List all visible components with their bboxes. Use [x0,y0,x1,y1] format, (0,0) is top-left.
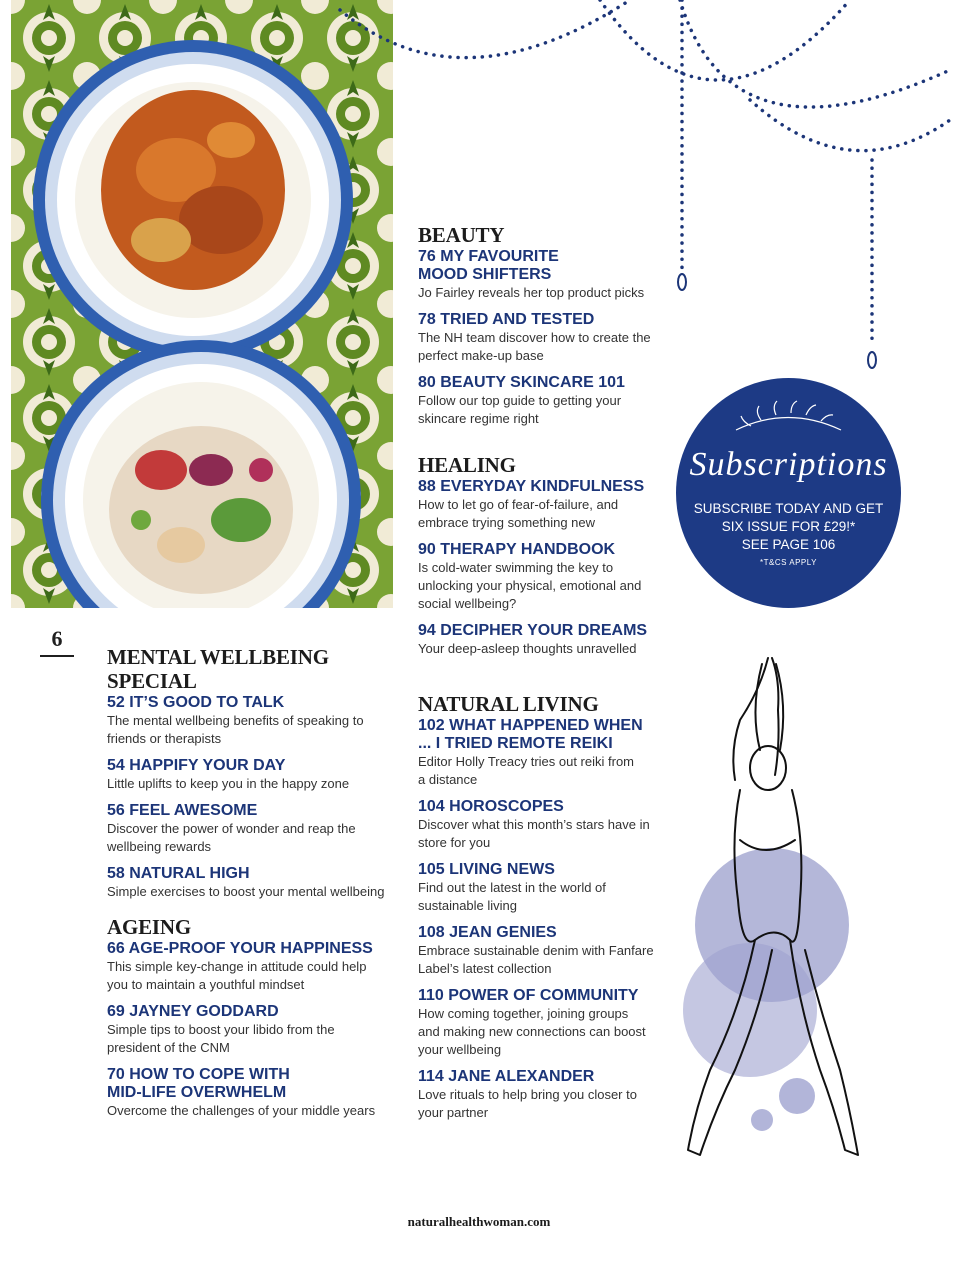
leaf-sprig-icon [731,400,846,440]
section-beauty [418,223,678,437]
entry-title: 66 AGE-PROOF YOUR HAPPINESS [107,940,373,957]
page-number: 6 [40,626,74,657]
entry-title: 69 JAYNEY GODDARD [107,1003,279,1020]
subscription-offer: SUBSCRIBE TODAY AND GET SIX ISSUE FOR £29!* SEE PAGE 106 [693,501,884,552]
entry-title: 110 POWER OF COMMUNITY [418,987,639,1004]
toc-entry[interactable] [418,478,678,532]
subscription-badge[interactable] [676,378,901,608]
toc-entry[interactable] [418,798,678,852]
subscription-terms: *T&CS APPLY [760,558,817,567]
toc-entry[interactable] [418,924,678,978]
toc-entry[interactable] [418,717,678,789]
swimmer-illustration [680,650,880,1170]
section-title: HEALING [418,453,516,477]
section-ageing [107,915,397,1129]
entry-desc: Simple tips to boost your libido from the president of the CNM [107,1022,335,1055]
entry-title: 58 NATURAL HIGH [107,865,250,882]
toc-entry[interactable] [107,757,397,793]
entry-desc: Your deep-asleep thoughts unravelled [418,641,637,656]
entry-desc: Discover the power of wonder and reap the wellbeing rewards [107,821,356,854]
entry-title: 54 HAPPIFY YOUR DAY [107,757,286,774]
entry-title: 70 HOW TO COPE WITH MID-LIFE OVERWHELM [107,1066,290,1101]
entry-desc: The NH team discover how to create the perfect make-up base [418,330,651,363]
entry-title: 52 IT’S GOOD TO TALK [107,694,285,711]
entry-desc: Love rituals to help bring you closer to your partner [418,1087,637,1120]
entry-title: 76 MY FAVOURITE MOOD SHIFTERS [418,248,559,283]
section-title: BEAUTY [418,223,505,247]
entry-title: 88 EVERYDAY KINDFULNESS [418,478,645,495]
toc-entry[interactable] [107,1003,397,1057]
section-title: NATURAL LIVING [418,692,599,716]
entry-title: 114 JANE ALEXANDER [418,1068,595,1085]
section-natural-living [418,692,678,1131]
entry-desc: Find out the latest in the world of sustainable living [418,880,606,913]
entry-desc: Follow our top guide to getting your skincare regime right [418,393,622,426]
toc-entry[interactable] [107,694,397,748]
toc-entry[interactable] [418,248,678,302]
footer-website: naturalhealthwoman.com [407,1214,551,1229]
toc-entry[interactable] [418,1068,678,1122]
toc-entry[interactable] [418,374,678,428]
section-title: MENTAL WELLBEING SPECIAL [107,645,329,693]
entry-title: 56 FEEL AWESOME [107,802,258,819]
entry-desc: This simple key-change in attitude could help you to maintain a youthful mindset [107,959,367,992]
entry-desc: How coming together, joining groups and making new connections can boost your wellbeing [418,1006,646,1057]
section-healing [418,453,678,667]
toc-entry[interactable] [418,987,678,1059]
entry-title: 108 JEAN GENIES [418,924,557,941]
toc-entry[interactable] [418,622,678,658]
toc-entry[interactable] [107,865,397,901]
entry-desc: Editor Holly Treacy tries out reiki from a distance [418,754,635,787]
toc-entry[interactable] [418,311,678,365]
entry-desc: Jo Fairley reveals her top product picks [418,285,645,300]
toc-entry[interactable] [418,861,678,915]
entry-desc: Simple exercises to boost your mental wellbeing [107,884,385,899]
entry-title: 80 BEAUTY SKINCARE 101 [418,374,625,391]
toc-entry[interactable] [107,940,397,994]
toc-entry[interactable] [418,541,678,613]
section-title: AGEING [107,915,191,939]
section-mental-wellbeing [107,645,397,910]
entry-title: 105 LIVING NEWS [418,861,555,878]
entry-title: 94 DECIPHER YOUR DREAMS [418,622,648,639]
entry-desc: How to let go of fear-of-failure, and embrace trying something new [418,497,619,530]
toc-entry[interactable] [107,1066,397,1120]
entry-desc: Little uplifts to keep you in the happy zone [107,776,350,791]
entry-title: 90 THERAPY HANDBOOK [418,541,616,558]
subscription-title: Subscriptions [689,446,888,483]
toc-entry[interactable] [107,802,397,856]
entry-title: 102 WHAT HAPPENED WHEN ... I TRIED REMOTE REIKI [418,717,643,752]
entry-title: 78 TRIED AND TESTED [418,311,595,328]
entry-desc: The mental wellbeing benefits of speaking to friends or therapists [107,713,364,746]
entry-desc: Embrace sustainable denim with Fanfare Label’s latest collection [418,943,654,976]
entry-desc: Discover what this month’s stars have in store for you [418,817,650,850]
entry-desc: Is cold-water swimming the key to unlocking your physical, emotional and social wellbeing? [418,560,642,611]
entry-desc: Overcome the challenges of your middle years [107,1103,376,1118]
entry-title: 104 HOROSCOPES [418,798,564,815]
